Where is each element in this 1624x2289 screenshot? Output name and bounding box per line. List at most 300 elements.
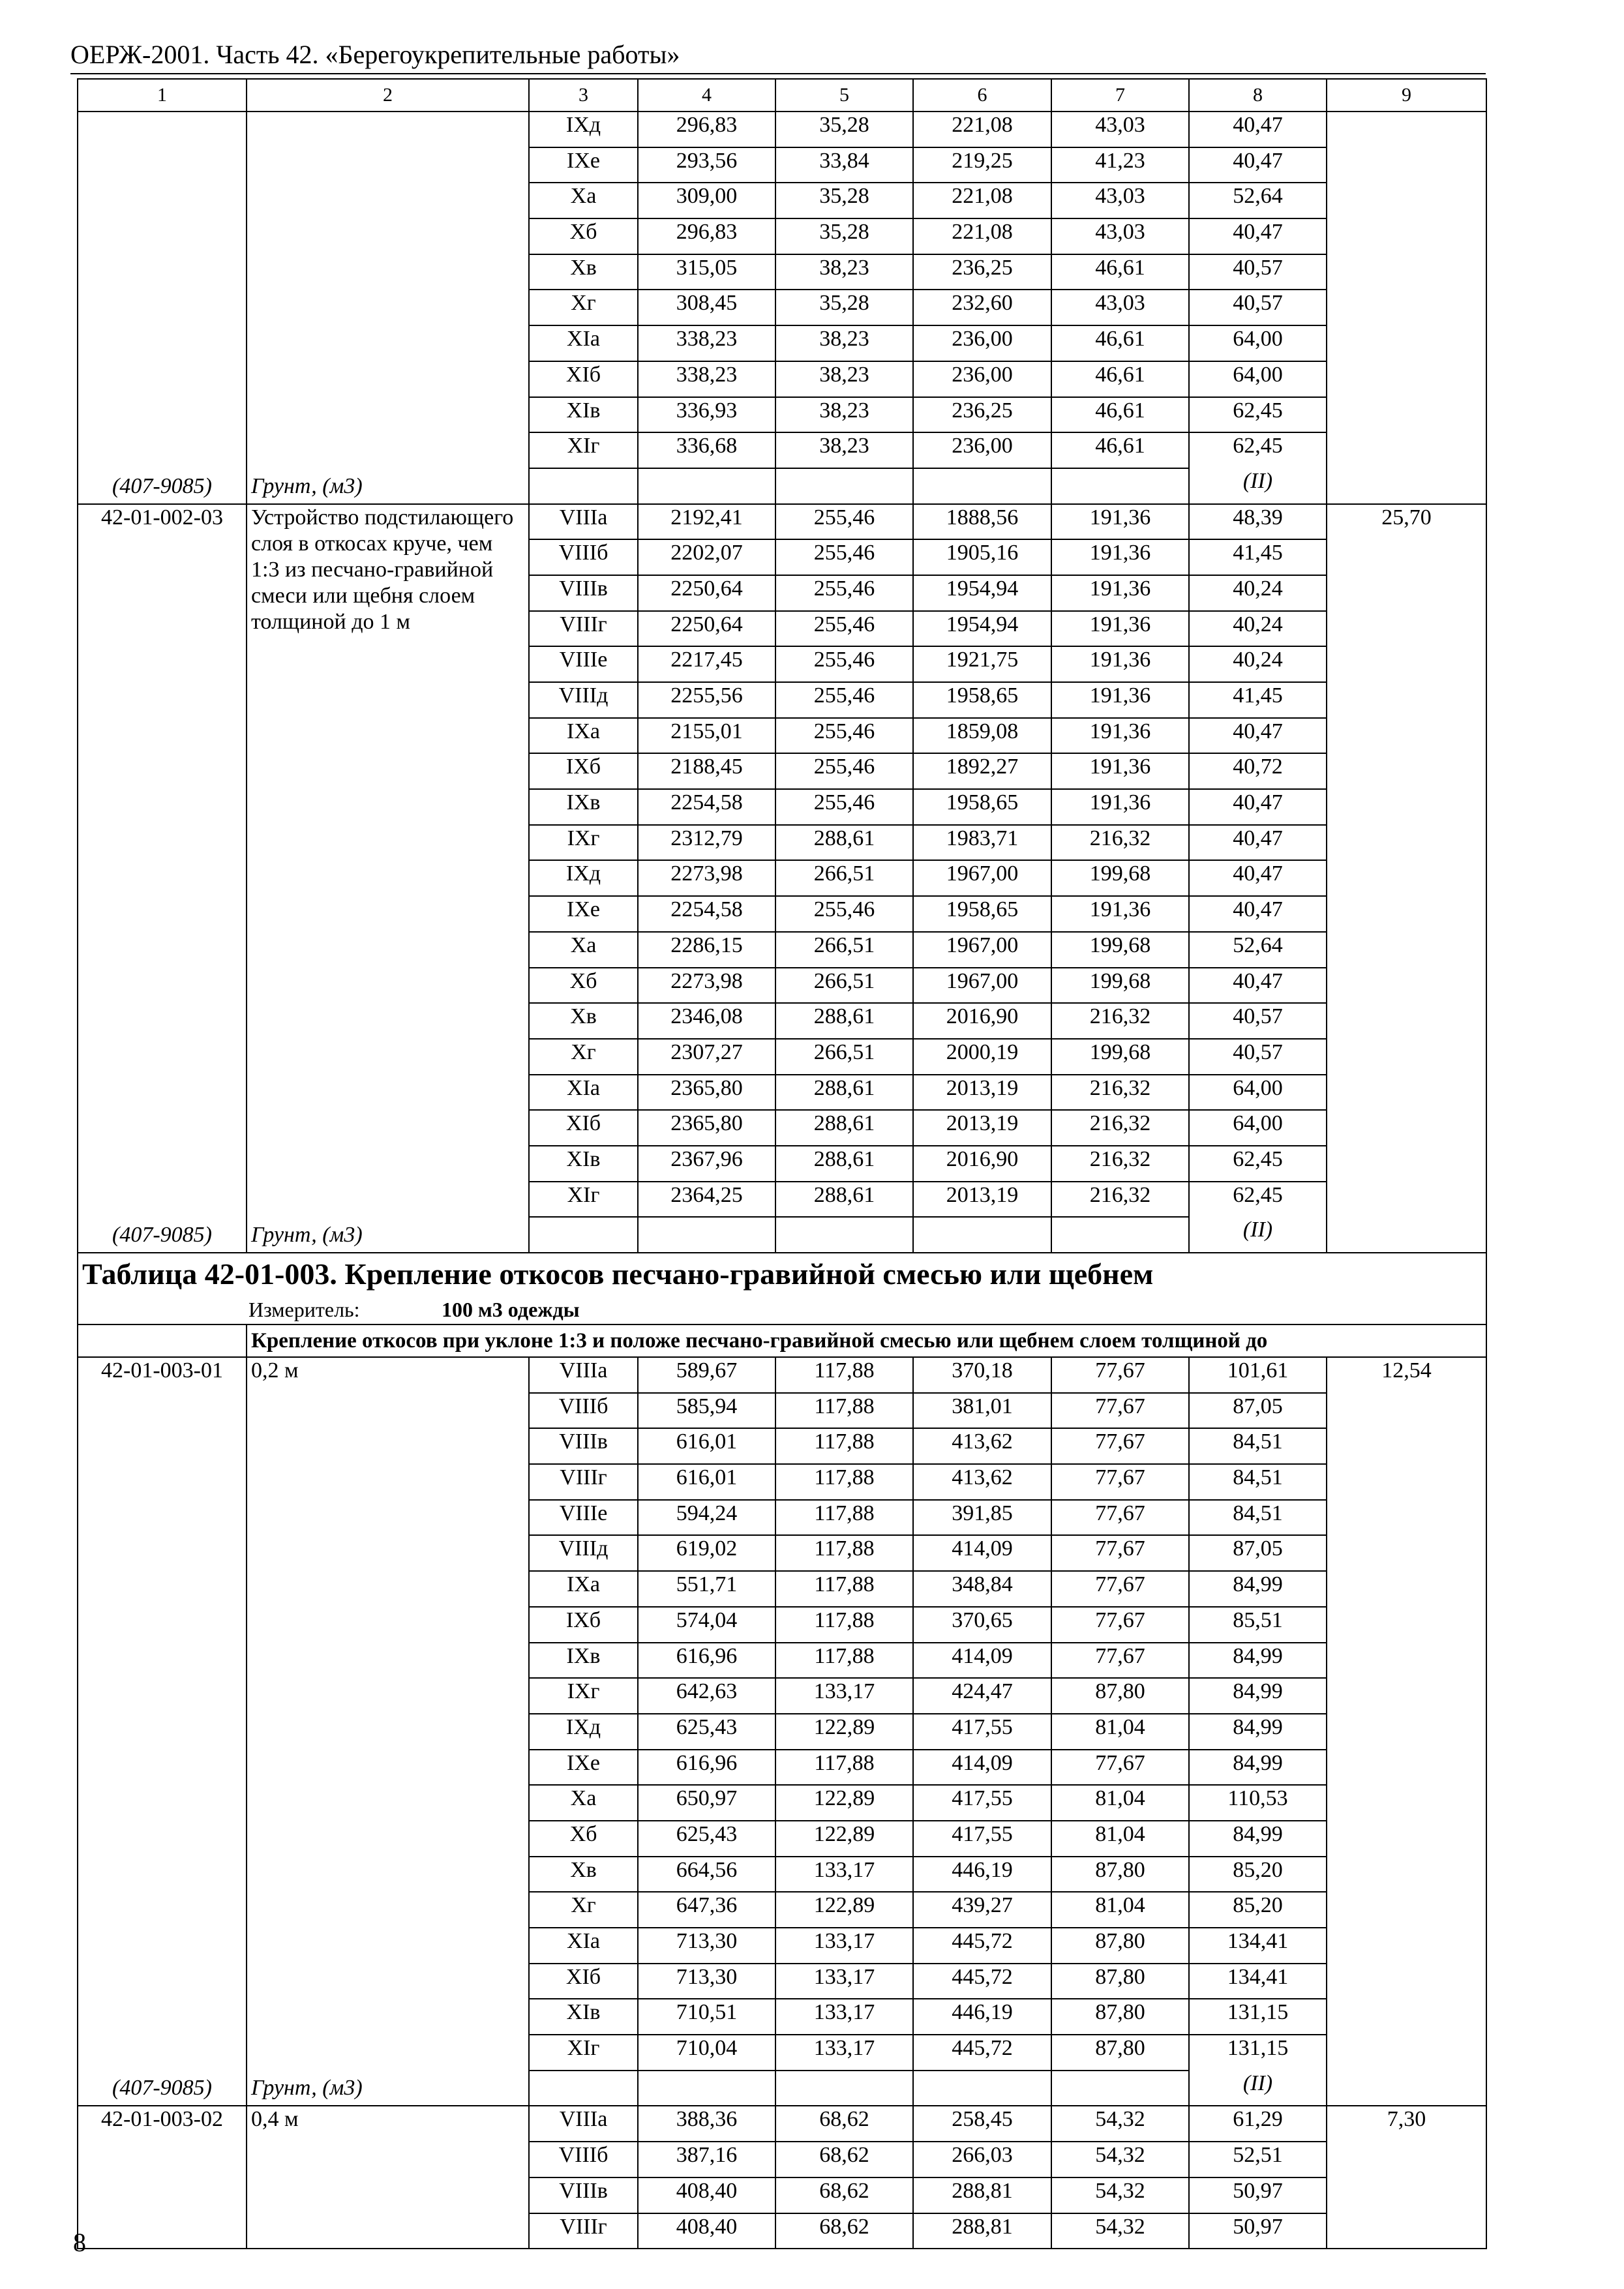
empty-cell: [529, 1217, 638, 1253]
price-value: 64,00: [1189, 361, 1327, 397]
territorial-zone: VIIIв: [529, 2177, 638, 2213]
price-value: 64,00: [1189, 1110, 1327, 1146]
price-value: 191,36: [1051, 504, 1189, 540]
empty-cell: [913, 1217, 1051, 1253]
price-value: 77,67: [1051, 1643, 1189, 1679]
price-value: 87,05: [1189, 1393, 1327, 1429]
territorial-zone: Xа: [529, 183, 638, 218]
price-value: 236,25: [913, 254, 1051, 290]
territorial-zone: XIа: [529, 1928, 638, 1964]
territorial-zone: XIг: [529, 1182, 638, 1218]
price-value: 87,80: [1051, 1964, 1189, 1999]
price-value: 117,88: [775, 1607, 913, 1643]
price-value: 293,56: [638, 147, 775, 183]
labor-cost: 25,70: [1381, 505, 1432, 530]
price-value: 35,28: [775, 112, 913, 147]
price-value: 446,19: [913, 1999, 1051, 2035]
price-value: 370,18: [913, 1357, 1051, 1393]
price-value: 81,04: [1051, 1714, 1189, 1750]
price-value: 338,23: [638, 325, 775, 361]
price-value: 315,05: [638, 254, 775, 290]
territorial-zone: Xв: [529, 254, 638, 290]
price-value: 54,32: [1051, 2106, 1189, 2142]
soil-category-cell: [1189, 1217, 1327, 1253]
territorial-zone: XIг: [529, 432, 638, 468]
price-value: 122,89: [775, 1892, 913, 1928]
price-value: 40,57: [1189, 254, 1327, 290]
price-value: 236,00: [913, 432, 1051, 468]
page-header: ОЕРЖ-2001. Часть 42. «Берегоукрепительные работы»: [70, 40, 680, 69]
price-value: 87,80: [1051, 1678, 1189, 1714]
price-value: 117,88: [775, 1500, 913, 1536]
empty-cell: [913, 468, 1051, 504]
page-number: 8: [73, 2228, 86, 2257]
price-value: 1954,94: [913, 575, 1051, 611]
price-value: 40,47: [1189, 112, 1327, 147]
price-value: 616,96: [638, 1643, 775, 1679]
territorial-zone: XIа: [529, 1075, 638, 1111]
territorial-zone: XIв: [529, 397, 638, 433]
price-value: 288,61: [775, 825, 913, 861]
price-value: 388,36: [638, 2106, 775, 2142]
price-value: 133,17: [775, 1999, 913, 2035]
price-value: 77,67: [1051, 1535, 1189, 1571]
territorial-zone: IXв: [529, 1643, 638, 1679]
price-value: 664,56: [638, 1857, 775, 1893]
price-value: 35,28: [775, 290, 913, 325]
price-value: 77,67: [1051, 1607, 1189, 1643]
measure-label: Измеритель:: [248, 1298, 360, 1321]
price-value: 134,41: [1189, 1928, 1327, 1964]
price-value: 236,25: [913, 397, 1051, 433]
price-value: 46,61: [1051, 432, 1189, 468]
price-value: 221,08: [913, 112, 1051, 147]
territorial-zone: Xг: [529, 1892, 638, 1928]
work-description-cell: [247, 2106, 529, 2249]
table-row: [78, 1357, 1486, 1393]
price-value: 2013,19: [913, 1110, 1051, 1146]
price-value: 110,53: [1189, 1785, 1327, 1821]
table-row: [78, 504, 1486, 540]
price-value: 40,24: [1189, 575, 1327, 611]
price-value: 439,27: [913, 1892, 1051, 1928]
price-value: 2273,98: [638, 968, 775, 1004]
price-value: 77,67: [1051, 1571, 1189, 1607]
column-number: 3: [529, 79, 638, 112]
price-value: 309,00: [638, 183, 775, 218]
soil-code: (407-9085): [112, 473, 212, 498]
price-value: 2254,58: [638, 789, 775, 825]
price-value: 68,62: [775, 2177, 913, 2213]
price-value: 68,62: [775, 2106, 913, 2142]
price-value: 616,01: [638, 1428, 775, 1464]
price-value: 2286,15: [638, 932, 775, 968]
price-value: 2250,64: [638, 611, 775, 647]
column-number: 4: [638, 79, 775, 112]
price-value: 77,67: [1051, 1464, 1189, 1500]
soil-category: (II): [1242, 1218, 1273, 1242]
price-value: 417,55: [913, 1785, 1051, 1821]
price-value: 50,97: [1189, 2213, 1327, 2249]
price-value: 87,80: [1051, 2035, 1189, 2071]
rate-code: 42-01-002-03: [101, 505, 223, 530]
territorial-zone: Xв: [529, 1857, 638, 1893]
price-value: 387,16: [638, 2142, 775, 2177]
table-row: [78, 112, 1486, 147]
price-value: 594,24: [638, 1500, 775, 1536]
price-value: 2016,90: [913, 1003, 1051, 1039]
price-value: 370,65: [913, 1607, 1051, 1643]
price-value: 445,72: [913, 1964, 1051, 1999]
price-value: 413,62: [913, 1464, 1051, 1500]
price-value: 84,99: [1189, 1678, 1327, 1714]
price-value: 85,51: [1189, 1607, 1327, 1643]
price-value: 46,61: [1051, 325, 1189, 361]
price-value: 61,29: [1189, 2106, 1327, 2142]
price-value: 1921,75: [913, 646, 1051, 682]
territorial-zone: IXе: [529, 1750, 638, 1786]
territorial-zone: Xг: [529, 290, 638, 325]
price-value: 288,61: [775, 1075, 913, 1111]
territorial-zone: IXа: [529, 718, 638, 754]
price-value: 117,88: [775, 1357, 913, 1393]
price-value: 134,41: [1189, 1964, 1327, 1999]
price-value: 68,62: [775, 2213, 913, 2249]
price-value: 38,23: [775, 325, 913, 361]
territorial-zone: VIIIе: [529, 1500, 638, 1536]
territorial-zone: Xа: [529, 932, 638, 968]
labor-cost: 7,30: [1387, 2107, 1426, 2132]
territorial-zone: IXб: [529, 1607, 638, 1643]
price-value: 46,61: [1051, 361, 1189, 397]
territorial-zone: VIIIа: [529, 504, 638, 540]
soil-category: (II): [1242, 468, 1273, 493]
price-value: 574,04: [638, 1607, 775, 1643]
measure-row: [78, 1295, 1486, 1324]
price-value: 625,43: [638, 1821, 775, 1857]
price-value: 255,46: [775, 718, 913, 754]
price-value: 131,15: [1189, 1999, 1327, 2035]
territorial-zone: XIа: [529, 325, 638, 361]
rate-code-cell: [78, 504, 247, 1253]
price-value: 38,23: [775, 361, 913, 397]
price-value: 117,88: [775, 1464, 913, 1500]
price-value: 87,05: [1189, 1535, 1327, 1571]
price-value: 50,97: [1189, 2177, 1327, 2213]
soil-label: Грунт, (м3): [251, 2076, 363, 2101]
empty-cell: [775, 1217, 913, 1253]
price-value: 288,61: [775, 1146, 913, 1182]
price-value: 117,88: [775, 1750, 913, 1786]
price-value: 551,71: [638, 1571, 775, 1607]
price-value: 199,68: [1051, 932, 1189, 968]
empty-cell: [1051, 468, 1189, 504]
price-value: 710,04: [638, 2035, 775, 2071]
price-value: 308,45: [638, 290, 775, 325]
territorial-zone: VIIIа: [529, 2106, 638, 2142]
work-description: 0,2 м: [251, 1358, 299, 1383]
price-value: 713,30: [638, 1928, 775, 1964]
price-value: 77,67: [1051, 1393, 1189, 1429]
price-value: 54,32: [1051, 2213, 1189, 2249]
price-value: 625,43: [638, 1714, 775, 1750]
price-value: 122,89: [775, 1785, 913, 1821]
price-value: 199,68: [1051, 860, 1189, 896]
work-description: 0,4 м: [251, 2107, 299, 2132]
price-value: 40,24: [1189, 611, 1327, 647]
territorial-zone: VIIIб: [529, 1393, 638, 1429]
territorial-zone: XIб: [529, 1964, 638, 1999]
price-value: 381,01: [913, 1393, 1051, 1429]
territorial-zone: Xб: [529, 218, 638, 254]
territorial-zone: VIIIг: [529, 611, 638, 647]
price-value: 647,36: [638, 1892, 775, 1928]
price-value: 2307,27: [638, 1039, 775, 1075]
empty-cell: [913, 2071, 1051, 2106]
price-value: 41,45: [1189, 539, 1327, 575]
price-value: 33,84: [775, 147, 913, 183]
territorial-zone: Xв: [529, 1003, 638, 1039]
price-value: 133,17: [775, 1857, 913, 1893]
price-value: 52,64: [1189, 932, 1327, 968]
price-value: 2155,01: [638, 718, 775, 754]
price-value: 296,83: [638, 112, 775, 147]
price-value: 40,47: [1189, 968, 1327, 1004]
territorial-zone: VIIIд: [529, 1535, 638, 1571]
price-value: 2013,19: [913, 1182, 1051, 1218]
price-value: 391,85: [913, 1500, 1051, 1536]
price-value: 62,45: [1189, 432, 1327, 468]
price-value: 2188,45: [638, 753, 775, 789]
price-value: 77,67: [1051, 1428, 1189, 1464]
territorial-zone: VIIIе: [529, 646, 638, 682]
price-value: 84,51: [1189, 1500, 1327, 1536]
price-value: 40,72: [1189, 753, 1327, 789]
price-value: 40,47: [1189, 147, 1327, 183]
territorial-zone: VIIIб: [529, 539, 638, 575]
empty-cell: [638, 2071, 775, 2106]
territorial-zone: IXд: [529, 112, 638, 147]
price-value: 87,80: [1051, 1999, 1189, 2035]
price-value: 266,51: [775, 1039, 913, 1075]
price-value: 255,46: [775, 789, 913, 825]
territorial-zone: Xг: [529, 1039, 638, 1075]
territorial-zone: IXг: [529, 825, 638, 861]
price-value: 117,88: [775, 1428, 913, 1464]
price-value: 122,89: [775, 1821, 913, 1857]
measure-value: 100 м3 одежды: [442, 1298, 580, 1321]
price-value: 266,03: [913, 2142, 1051, 2177]
price-value: 40,47: [1189, 718, 1327, 754]
territorial-zone: VIIIв: [529, 1428, 638, 1464]
price-value: 221,08: [913, 183, 1051, 218]
price-value: 266,51: [775, 860, 913, 896]
price-value: 191,36: [1051, 611, 1189, 647]
price-value: 2255,56: [638, 682, 775, 718]
territorial-zone: IXа: [529, 1571, 638, 1607]
price-value: 336,93: [638, 397, 775, 433]
price-value: 2365,80: [638, 1110, 775, 1146]
price-value: 81,04: [1051, 1892, 1189, 1928]
price-value: 2364,25: [638, 1182, 775, 1218]
price-value: 266,51: [775, 932, 913, 968]
price-value: 43,03: [1051, 183, 1189, 218]
price-value: 191,36: [1051, 646, 1189, 682]
price-value: 1892,27: [913, 753, 1051, 789]
soil-label: Грунт, (м3): [251, 473, 363, 498]
price-value: 191,36: [1051, 539, 1189, 575]
price-value: 52,64: [1189, 183, 1327, 218]
work-description: Устройство подстилающего слоя в откосах круче, чем 1:3 из песчано-гравийной смеси или щебня слоем толщиной до 1 м: [251, 505, 514, 634]
price-value: 2250,64: [638, 575, 775, 611]
price-value: 40,57: [1189, 290, 1327, 325]
column-number: 1: [78, 79, 247, 112]
territorial-zone: IXг: [529, 1678, 638, 1714]
price-value: 1958,65: [913, 682, 1051, 718]
price-value: 40,47: [1189, 825, 1327, 861]
labor-cost: 12,54: [1381, 1358, 1432, 1383]
price-value: 266,51: [775, 968, 913, 1004]
price-value: 1905,16: [913, 539, 1051, 575]
price-value: 35,28: [775, 183, 913, 218]
price-value: 1983,71: [913, 825, 1051, 861]
price-value: 713,30: [638, 1964, 775, 1999]
price-value: 41,45: [1189, 682, 1327, 718]
price-value: 81,04: [1051, 1821, 1189, 1857]
price-value: 38,23: [775, 432, 913, 468]
territorial-zone: IXд: [529, 1714, 638, 1750]
price-value: 219,25: [913, 147, 1051, 183]
price-value: 585,94: [638, 1393, 775, 1429]
price-value: 199,68: [1051, 1039, 1189, 1075]
territorial-zone: Xб: [529, 968, 638, 1004]
price-value: 336,68: [638, 432, 775, 468]
column-number-row: [78, 79, 1486, 112]
price-value: 288,81: [913, 2177, 1051, 2213]
price-value: 2365,80: [638, 1075, 775, 1111]
price-value: 413,62: [913, 1428, 1051, 1464]
price-value: 642,63: [638, 1678, 775, 1714]
price-value: 131,15: [1189, 2035, 1327, 2071]
price-value: 445,72: [913, 2035, 1051, 2071]
price-value: 87,80: [1051, 1928, 1189, 1964]
price-value: 84,99: [1189, 1750, 1327, 1786]
price-value: 84,99: [1189, 1821, 1327, 1857]
price-value: 1967,00: [913, 968, 1051, 1004]
price-value: 133,17: [775, 1928, 913, 1964]
price-value: 40,47: [1189, 860, 1327, 896]
price-value: 1958,65: [913, 789, 1051, 825]
price-value: 87,80: [1051, 1857, 1189, 1893]
column-number: 8: [1189, 79, 1327, 112]
price-value: 191,36: [1051, 896, 1189, 932]
price-value: 40,57: [1189, 1003, 1327, 1039]
empty-cell: [638, 468, 775, 504]
price-value: 446,19: [913, 1857, 1051, 1893]
rate-code: 42-01-003-02: [101, 2107, 223, 2132]
empty-cell: [1051, 2071, 1189, 2106]
price-value: 216,32: [1051, 1003, 1189, 1039]
price-value: 216,32: [1051, 1182, 1189, 1218]
price-value: 255,46: [775, 575, 913, 611]
rate-code: 42-01-003-01: [101, 1358, 223, 1383]
price-value: 77,67: [1051, 1500, 1189, 1536]
price-value: 255,46: [775, 539, 913, 575]
price-value: 64,00: [1189, 325, 1327, 361]
table-title-row: [78, 1253, 1486, 1295]
price-value: 133,17: [775, 1678, 913, 1714]
empty-cell: [78, 1324, 247, 1357]
price-value: 2000,19: [913, 1039, 1051, 1075]
table-title: Таблица 42-01-003. Крепление откосов песчано-гравийной смесью или щебнем: [78, 1253, 1486, 1295]
price-value: 77,67: [1051, 1750, 1189, 1786]
labor-cost-cell: [1327, 2106, 1486, 2249]
price-value: 589,67: [638, 1357, 775, 1393]
price-value: 84,99: [1189, 1571, 1327, 1607]
territorial-zone: IXе: [529, 147, 638, 183]
price-value: 117,88: [775, 1571, 913, 1607]
price-value: 43,03: [1051, 112, 1189, 147]
labor-cost-cell: [1327, 1357, 1486, 2106]
price-value: 414,09: [913, 1535, 1051, 1571]
price-value: 417,55: [913, 1714, 1051, 1750]
measure-cell: [78, 1295, 1486, 1324]
price-value: 133,17: [775, 1964, 913, 1999]
price-value: 46,61: [1051, 397, 1189, 433]
section-heading-row: [78, 1324, 1486, 1357]
price-value: 117,88: [775, 1643, 913, 1679]
price-value: 288,61: [775, 1110, 913, 1146]
price-value: 40,24: [1189, 646, 1327, 682]
price-value: 650,97: [638, 1785, 775, 1821]
price-value: 221,08: [913, 218, 1051, 254]
price-value: 255,46: [775, 753, 913, 789]
price-value: 445,72: [913, 1928, 1051, 1964]
price-value: 199,68: [1051, 968, 1189, 1004]
price-value: 40,47: [1189, 218, 1327, 254]
territorial-zone: IXд: [529, 860, 638, 896]
price-value: 414,09: [913, 1750, 1051, 1786]
price-value: 216,32: [1051, 1110, 1189, 1146]
price-value: 255,46: [775, 896, 913, 932]
price-value: 48,39: [1189, 504, 1327, 540]
price-value: 414,09: [913, 1643, 1051, 1679]
price-value: 84,51: [1189, 1428, 1327, 1464]
price-value: 117,88: [775, 1535, 913, 1571]
empty-cell: [775, 2071, 913, 2106]
price-value: 84,99: [1189, 1714, 1327, 1750]
price-value: 40,57: [1189, 1039, 1327, 1075]
price-value: 81,04: [1051, 1785, 1189, 1821]
price-value: 84,99: [1189, 1643, 1327, 1679]
price-value: 38,23: [775, 254, 913, 290]
rate-code-cell: [78, 2106, 247, 2249]
work-description-cell: [247, 504, 529, 1253]
territorial-zone: XIв: [529, 1999, 638, 2035]
price-value: 85,20: [1189, 1892, 1327, 1928]
section-heading: Крепление откосов при уклоне 1:3 и положе песчано-гравийной смесью или щебнем слоем толщиной до: [247, 1324, 1486, 1357]
price-value: 255,46: [775, 646, 913, 682]
column-number: 2: [247, 79, 529, 112]
price-value: 68,62: [775, 2142, 913, 2177]
territorial-zone: Xб: [529, 1821, 638, 1857]
price-value: 191,36: [1051, 753, 1189, 789]
price-value: 619,02: [638, 1535, 775, 1571]
price-value: 191,36: [1051, 575, 1189, 611]
territorial-zone: IXб: [529, 753, 638, 789]
rates-table: [77, 78, 1487, 2249]
territorial-zone: IXв: [529, 789, 638, 825]
